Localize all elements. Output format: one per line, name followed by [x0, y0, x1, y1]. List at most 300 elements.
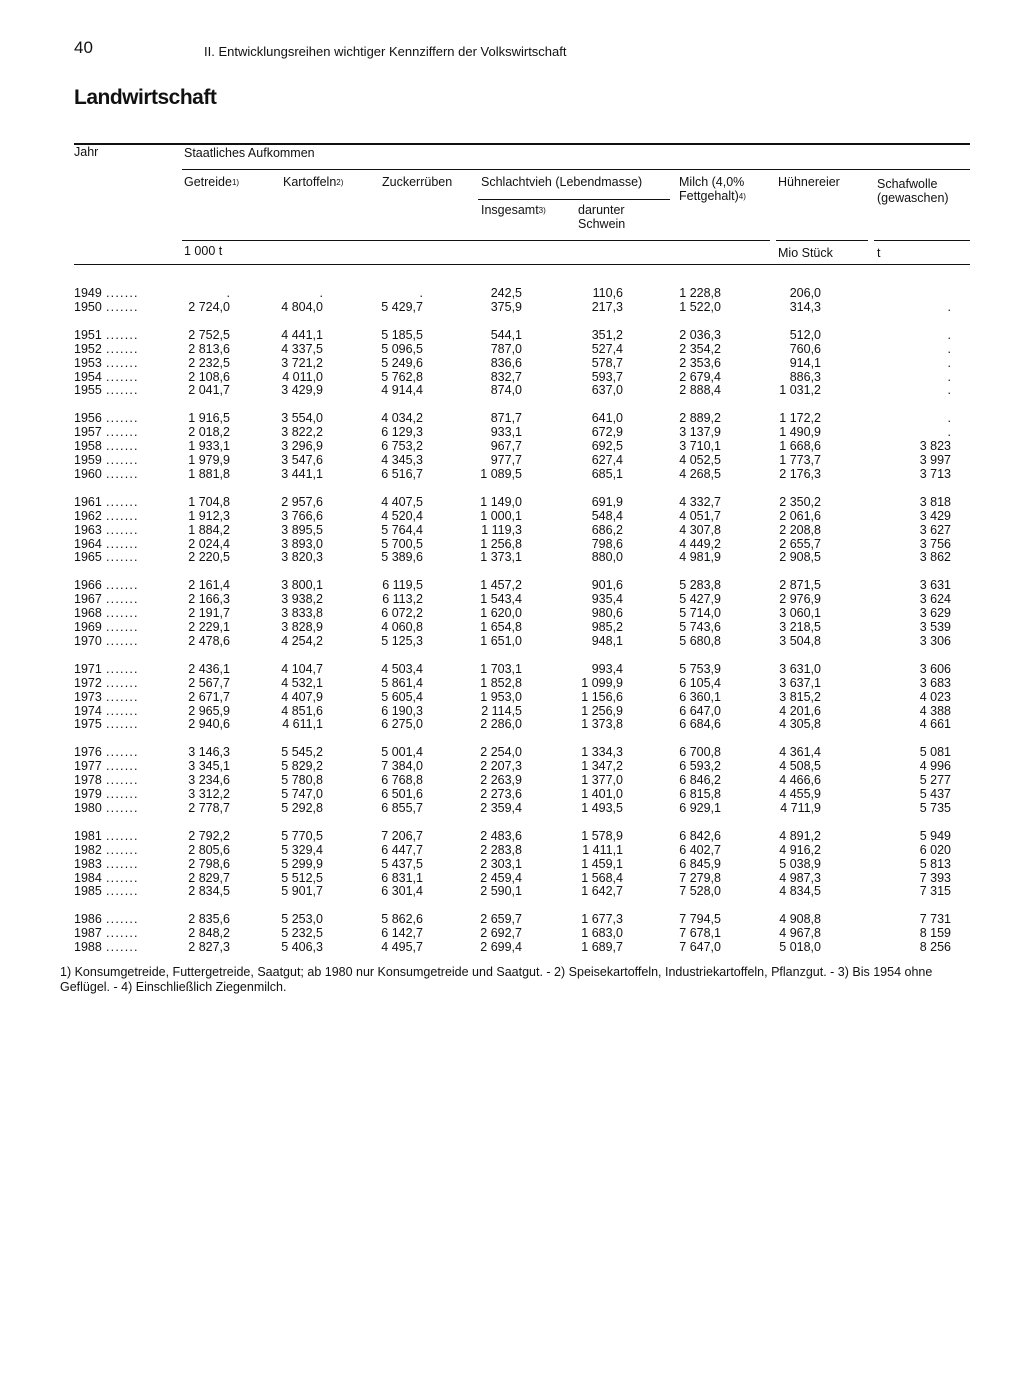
- leader-dots: .......: [106, 466, 139, 481]
- cell-kartoffeln: 3 429,9: [281, 383, 323, 398]
- cell-year: 1978: [74, 773, 102, 788]
- cell-year: 1969: [74, 620, 102, 634]
- cell-schwein: 1 642,7: [581, 884, 623, 899]
- cell-schafwolle: 3 823: [919, 439, 951, 454]
- cell-milch: 1 228,8: [679, 286, 721, 300]
- cell-eier: 4 967,8: [779, 926, 821, 941]
- cell-schafwolle: .: [947, 411, 951, 426]
- cell-schwein: 880,0: [591, 550, 623, 565]
- cell-kartoffeln: 3 893,0: [281, 536, 323, 551]
- table-row: [0, 467, 1024, 481]
- cell-kartoffeln: 3 721,2: [281, 355, 323, 370]
- cell-schwein: 1 683,0: [581, 926, 623, 941]
- table-row: [0, 662, 1024, 676]
- cell-eier: 3 631,0: [779, 661, 821, 676]
- table-row: [0, 717, 1024, 731]
- cell-zuckerrueben: 6 072,2: [381, 606, 423, 621]
- cell-getreide: 1 881,8: [188, 466, 230, 481]
- cell-kartoffeln: 5 329,4: [281, 842, 323, 857]
- cell-zuckerrueben: 5 862,6: [381, 912, 423, 927]
- table-row: [0, 523, 1024, 537]
- cell-getreide: 2 940,6: [188, 717, 230, 732]
- cell-eier: 4 711,9: [780, 800, 821, 815]
- cell-milch: 2 354,2: [679, 341, 721, 356]
- footnote: 1) Konsumgetreide, Futtergetreide, Saatgut; ab 1980 nur Konsumgetreide und Saatgut. - 2) Speisekartoffeln, Industriekartoffeln, Pflanzgut. - 3) Bis 1954 ohne Geflügel. - 4) Einschließlich Ziegenmilch.: [60, 965, 933, 994]
- cell-eier: 2 976,9: [779, 592, 821, 607]
- cell-milch: 5 753,9: [679, 661, 721, 676]
- cell-zuckerrueben: 6 768,8: [381, 773, 423, 788]
- cell-insgesamt: 375,9: [490, 299, 522, 314]
- cell-insgesamt: 2 459,4: [480, 870, 522, 885]
- cell-year: 1988: [74, 940, 102, 955]
- cell-schwein: 993,4: [591, 661, 623, 676]
- leader-dots: .......: [106, 522, 139, 537]
- cell-zuckerrueben: 6 447,7: [381, 842, 423, 857]
- table-row: [0, 690, 1024, 704]
- table-row: [0, 370, 1024, 384]
- cell-eier: 3 504,8: [779, 633, 821, 648]
- cell-eier: 1 172,2: [779, 411, 821, 426]
- cell-year: 1987: [74, 926, 102, 941]
- cell-schafwolle: 4 023: [919, 689, 951, 704]
- cell-schafwolle: 7 393: [919, 870, 951, 885]
- table-row: [0, 550, 1024, 564]
- cell-eier: 1 031,2: [779, 383, 821, 398]
- cell-milch: 6 402,7: [679, 842, 721, 857]
- cell-eier: 4 908,8: [779, 912, 821, 927]
- cell-insgesamt: 2 699,4: [480, 940, 522, 955]
- cell-milch: 5 714,0: [679, 606, 721, 621]
- cell-kartoffeln: 4 407,9: [281, 689, 323, 704]
- cell-getreide: 2 835,6: [188, 912, 230, 927]
- cell-year: 1966: [74, 578, 102, 593]
- cell-insgesamt: 2 263,9: [480, 773, 522, 788]
- cell-insgesamt: 1 654,8: [480, 620, 522, 634]
- cell-insgesamt: 2 659,7: [480, 912, 522, 927]
- cell-schwein: 901,6: [591, 578, 623, 593]
- cell-insgesamt: 2 273,6: [480, 787, 522, 801]
- cell-schwein: 1 401,0: [581, 787, 623, 801]
- cell-getreide: 2 041,7: [188, 383, 230, 398]
- cell-kartoffeln: 3 766,6: [281, 508, 323, 523]
- cell-kartoffeln: 4 337,5: [281, 341, 323, 356]
- footnote-ref-1: 1): [231, 178, 240, 187]
- cell-schafwolle: .: [947, 369, 951, 384]
- cell-zuckerrueben: 5 096,5: [381, 341, 423, 356]
- table-row: [0, 495, 1024, 509]
- header-kartoffeln: Kartoffeln$^{2)}$: [283, 175, 344, 189]
- leader-dots: .......: [106, 842, 139, 857]
- cell-year: 1975: [74, 717, 102, 732]
- cell-getreide: 3 234,6: [188, 773, 230, 788]
- cell-schafwolle: 5 813: [919, 856, 951, 871]
- cell-schwein: 1 568,4: [581, 870, 623, 885]
- cell-year: 1977: [74, 759, 102, 774]
- cell-insgesamt: 2 207,3: [480, 759, 522, 774]
- cell-year: 1970: [74, 633, 102, 648]
- cell-eier: 4 916,2: [779, 842, 821, 857]
- cell-milch: 3 137,9: [679, 425, 721, 440]
- cell-insgesamt: 2 286,0: [480, 717, 522, 732]
- cell-zuckerrueben: 6 831,1: [381, 870, 423, 885]
- cell-schwein: 1 377,0: [581, 773, 623, 788]
- unit-rule-1000t: [182, 240, 770, 241]
- cell-year: 1985: [74, 884, 102, 899]
- leader-dots: .......: [106, 550, 139, 565]
- cell-insgesamt: 1 373,1: [480, 550, 522, 565]
- cell-year: 1951: [74, 327, 102, 342]
- cell-kartoffeln: 3 822,2: [281, 425, 323, 440]
- leader-dots: .......: [106, 745, 139, 760]
- table-row: [0, 787, 1024, 801]
- cell-year: 1956: [74, 411, 102, 426]
- cell-schwein: 217,3: [591, 299, 623, 314]
- cell-milch: 1 522,0: [679, 299, 721, 314]
- cell-zuckerrueben: 7 206,7: [381, 828, 423, 843]
- cell-milch: 4 332,7: [679, 494, 721, 509]
- cell-milch: 6 360,1: [679, 689, 721, 704]
- leader-dots: .......: [106, 439, 139, 454]
- cell-insgesamt: 836,6: [490, 355, 522, 370]
- cell-milch: 2 888,4: [679, 383, 721, 398]
- cell-getreide: 2 229,1: [188, 620, 230, 634]
- cell-getreide: 2 778,7: [188, 800, 230, 815]
- cell-milch: 7 647,0: [679, 940, 721, 955]
- cell-schwein: 1 459,1: [581, 856, 623, 871]
- cell-getreide: 1 933,1: [188, 439, 230, 454]
- cell-year: 1972: [74, 675, 102, 690]
- cell-year: 1955: [74, 383, 102, 398]
- cell-kartoffeln: 3 833,8: [281, 606, 323, 621]
- unit-1000t: 1 000 t: [184, 244, 223, 258]
- cell-insgesamt: 1 620,0: [480, 606, 522, 621]
- cell-year: 1980: [74, 800, 102, 815]
- cell-kartoffeln: 5 780,8: [281, 773, 323, 788]
- cell-zuckerrueben: 5 861,4: [381, 675, 423, 690]
- leader-dots: .......: [106, 620, 139, 634]
- leader-dots: .......: [106, 800, 139, 815]
- cell-kartoffeln: 4 851,6: [281, 703, 323, 718]
- cell-zuckerrueben: 5 700,5: [381, 536, 423, 551]
- cell-schwein: 672,9: [591, 425, 623, 440]
- cell-schwein: 691,9: [591, 494, 623, 509]
- cell-milch: 6 647,0: [679, 703, 721, 718]
- cell-kartoffeln: 3 938,2: [281, 592, 323, 607]
- cell-year: 1959: [74, 453, 102, 467]
- leader-dots: .......: [106, 912, 139, 927]
- cell-eier: 2 350,2: [779, 494, 821, 509]
- cell-eier: 1 668,6: [779, 439, 821, 454]
- cell-getreide: 2 024,4: [188, 536, 230, 551]
- table-row: [0, 926, 1024, 940]
- cell-kartoffeln: 3 820,3: [281, 550, 323, 565]
- cell-kartoffeln: 4 611,1: [282, 717, 323, 732]
- cell-zuckerrueben: 5 185,5: [381, 327, 423, 342]
- cell-milch: 4 307,8: [679, 522, 721, 537]
- cell-kartoffeln: 3 800,1: [281, 578, 323, 593]
- cell-zuckerrueben: 5 764,4: [381, 522, 423, 537]
- cell-zuckerrueben: 6 301,4: [381, 884, 423, 899]
- cell-kartoffeln: 5 292,8: [281, 800, 323, 815]
- table-row: [0, 578, 1024, 592]
- cell-year: 1971: [74, 661, 102, 676]
- leader-dots: .......: [106, 327, 139, 342]
- leader-dots: .......: [106, 369, 139, 384]
- cell-milch: 7 794,5: [679, 912, 721, 927]
- cell-insgesamt: 2 303,1: [480, 856, 522, 871]
- cell-schwein: 593,7: [591, 369, 623, 384]
- cell-milch: 6 593,2: [679, 759, 721, 774]
- header-milch-fett: Fettgehalt)$^{4)}$: [679, 189, 746, 203]
- cell-getreide: 2 018,2: [188, 425, 230, 440]
- cell-schafwolle: 3 631: [919, 578, 951, 593]
- cell-milch: 6 846,2: [679, 773, 721, 788]
- cell-schwein: 980,6: [591, 606, 623, 621]
- header-group: Staatliches Aufkommen: [184, 146, 315, 160]
- cell-schwein: 548,4: [591, 508, 623, 523]
- cell-zuckerrueben: 4 034,2: [381, 411, 423, 426]
- cell-schwein: 1 256,9: [581, 703, 623, 718]
- cell-zuckerrueben: 6 129,3: [381, 425, 423, 440]
- page-number: 40: [74, 38, 93, 57]
- cell-insgesamt: 874,0: [490, 383, 522, 398]
- cell-insgesamt: 871,7: [490, 411, 522, 426]
- cell-kartoffeln: 5 406,3: [281, 940, 323, 955]
- cell-schwein: 935,4: [591, 592, 623, 607]
- table-row: [0, 912, 1024, 926]
- cell-kartoffeln: 3 547,6: [281, 453, 323, 467]
- cell-zuckerrueben: 5 249,6: [381, 355, 423, 370]
- cell-eier: 2 061,6: [779, 508, 821, 523]
- cell-schafwolle: 5 437: [919, 787, 951, 801]
- cell-schafwolle: 3 539: [919, 620, 951, 634]
- cell-getreide: 2 191,7: [188, 606, 230, 621]
- cell-zuckerrueben: 6 142,7: [381, 926, 423, 941]
- table-row: [0, 704, 1024, 718]
- cell-insgesamt: 2 114,5: [481, 703, 522, 718]
- leader-dots: .......: [106, 940, 139, 955]
- cell-milch: 4 268,5: [679, 466, 721, 481]
- cell-insgesamt: 1 000,1: [480, 508, 522, 523]
- group-rule: [182, 169, 970, 170]
- cell-getreide: 1 979,9: [188, 453, 230, 467]
- leader-dots: .......: [106, 425, 139, 440]
- cell-zuckerrueben: 6 516,7: [381, 466, 423, 481]
- cell-schafwolle: 8 159: [919, 926, 951, 941]
- leader-dots: .......: [106, 787, 139, 801]
- cell-zuckerrueben: 4 503,4: [381, 661, 423, 676]
- footnote-ref-3: 3): [538, 206, 546, 215]
- cell-year: 1981: [74, 828, 102, 843]
- cell-zuckerrueben: 5 125,3: [381, 633, 423, 648]
- leader-dots: .......: [106, 341, 139, 356]
- cell-kartoffeln: 3 828,9: [281, 620, 323, 634]
- cell-schafwolle: 6 020: [919, 842, 951, 857]
- cell-zuckerrueben: 6 119,5: [382, 578, 423, 593]
- cell-schafwolle: 8 256: [919, 940, 951, 955]
- cell-zuckerrueben: 4 914,4: [381, 383, 423, 398]
- cell-schwein: 685,1: [591, 466, 623, 481]
- cell-getreide: 2 108,6: [188, 369, 230, 384]
- footnote-ref-4: 4): [738, 192, 746, 201]
- cell-year: 1950: [74, 299, 102, 314]
- table-row: [0, 745, 1024, 759]
- cell-eier: 4 508,5: [779, 759, 821, 774]
- table-row: [0, 286, 1024, 300]
- table-row: [0, 509, 1024, 523]
- cell-kartoffeln: 4 254,2: [281, 633, 323, 648]
- cell-eier: 4 987,3: [779, 870, 821, 885]
- cell-schwein: 351,2: [591, 327, 623, 342]
- cell-getreide: 2 834,5: [188, 884, 230, 899]
- cell-zuckerrueben: 5 437,5: [381, 856, 423, 871]
- cell-schafwolle: 7 315: [919, 884, 951, 899]
- header-schlachtvieh: Schlachtvieh (Lebendmasse): [481, 175, 643, 189]
- cell-insgesamt: 832,7: [490, 369, 522, 384]
- cell-year: 1963: [74, 522, 102, 537]
- table-row: [0, 300, 1024, 314]
- table-row: [0, 940, 1024, 954]
- header-schafwolle-gewaschen: (gewaschen): [877, 191, 949, 205]
- table-row: [0, 425, 1024, 439]
- leader-dots: .......: [106, 717, 139, 732]
- cell-year: 1967: [74, 592, 102, 607]
- table-row: [0, 537, 1024, 551]
- header-zuckerrueben: Zuckerrüben: [382, 175, 453, 189]
- table-row: [0, 871, 1024, 885]
- cell-insgesamt: 242,5: [490, 286, 522, 300]
- cell-eier: 760,6: [789, 341, 821, 356]
- cell-eier: 1 490,9: [779, 425, 821, 440]
- cell-schafwolle: 3 606: [919, 661, 951, 676]
- cell-milch: 5 743,6: [679, 620, 721, 634]
- table-row: [0, 356, 1024, 370]
- cell-schafwolle: 3 818: [919, 494, 951, 509]
- cell-zuckerrueben: 5 429,7: [381, 299, 423, 314]
- cell-insgesamt: 1 852,8: [480, 675, 522, 690]
- cell-milch: 5 427,9: [679, 592, 721, 607]
- table-row: [0, 383, 1024, 397]
- cell-schwein: 110,6: [592, 286, 623, 300]
- cell-milch: 6 700,8: [679, 745, 721, 760]
- cell-eier: 4 201,6: [779, 703, 821, 718]
- leader-dots: .......: [106, 592, 139, 607]
- cell-schafwolle: 5 735: [919, 800, 951, 815]
- leader-dots: .......: [106, 411, 139, 426]
- cell-eier: 206,0: [789, 286, 821, 300]
- leader-dots: .......: [106, 773, 139, 788]
- table-row: [0, 411, 1024, 425]
- cell-milch: 5 283,8: [679, 578, 721, 593]
- cell-getreide: 2 478,6: [188, 633, 230, 648]
- cell-eier: 2 908,5: [779, 550, 821, 565]
- table-row: [0, 592, 1024, 606]
- cell-insgesamt: 544,1: [490, 327, 522, 342]
- table-row: [0, 801, 1024, 815]
- cell-eier: 3 060,1: [779, 606, 821, 621]
- cell-year: 1968: [74, 606, 102, 621]
- cell-zuckerrueben: 6 501,6: [381, 787, 423, 801]
- cell-milch: 6 842,6: [679, 828, 721, 843]
- cell-eier: 3 637,1: [779, 675, 821, 690]
- cell-eier: 4 361,4: [779, 745, 821, 760]
- cell-year: 1949: [74, 286, 102, 300]
- cell-eier: 3 815,2: [779, 689, 821, 704]
- cell-year: 1983: [74, 856, 102, 871]
- cell-year: 1960: [74, 466, 102, 481]
- leader-dots: .......: [106, 494, 139, 509]
- cell-getreide: 3 345,1: [188, 759, 230, 774]
- cell-schafwolle: 3 429: [919, 508, 951, 523]
- cell-schafwolle: .: [947, 355, 951, 370]
- cell-milch: 4 449,2: [679, 536, 721, 551]
- cell-schwein: 527,4: [591, 341, 623, 356]
- unit-t: t: [877, 246, 881, 260]
- cell-milch: 2 889,2: [679, 411, 721, 426]
- cell-milch: 2 353,6: [679, 355, 721, 370]
- cell-zuckerrueben: .: [419, 286, 423, 300]
- cell-year: 1953: [74, 355, 102, 370]
- cell-kartoffeln: 3 895,5: [281, 522, 323, 537]
- header-insgesamt: Insgesamt$^{3)}$: [481, 203, 546, 217]
- header-eier: Hühnereier: [778, 175, 840, 189]
- cell-year: 1958: [74, 439, 102, 454]
- cell-zuckerrueben: 6 275,0: [381, 717, 423, 732]
- table-row: [0, 453, 1024, 467]
- table-row: [0, 843, 1024, 857]
- cell-eier: 4 455,9: [779, 787, 821, 801]
- table-head-rule: [74, 264, 970, 265]
- cell-eier: 2 176,3: [779, 466, 821, 481]
- cell-getreide: 2 827,3: [188, 940, 230, 955]
- cell-kartoffeln: .: [319, 286, 323, 300]
- header-schwein: Schwein: [578, 217, 626, 231]
- cell-milch: 6 845,9: [679, 856, 721, 871]
- cell-getreide: 1 704,8: [188, 494, 230, 509]
- cell-insgesamt: 1 703,1: [480, 661, 522, 676]
- cell-schafwolle: 5 081: [919, 745, 951, 760]
- cell-schafwolle: 4 388: [919, 703, 951, 718]
- cell-eier: 314,3: [789, 299, 821, 314]
- cell-insgesamt: 2 483,6: [480, 828, 522, 843]
- cell-schafwolle: 3 756: [919, 536, 951, 551]
- cell-eier: 4 305,8: [779, 717, 821, 732]
- cell-year: 1964: [74, 536, 102, 551]
- cell-year: 1965: [74, 550, 102, 565]
- cell-insgesamt: 967,7: [490, 439, 522, 454]
- cell-schwein: 692,5: [591, 439, 623, 454]
- cell-schafwolle: .: [947, 425, 951, 440]
- cell-kartoffeln: 3 296,9: [281, 439, 323, 454]
- cell-year: 1986: [74, 912, 102, 927]
- cell-year: 1976: [74, 745, 102, 760]
- cell-eier: 2 655,7: [779, 536, 821, 551]
- cell-insgesamt: 787,0: [490, 341, 522, 356]
- cell-zuckerrueben: 5 001,4: [381, 745, 423, 760]
- cell-year: 1962: [74, 508, 102, 523]
- cell-schwein: 1 373,8: [581, 717, 623, 732]
- cell-schafwolle: .: [947, 341, 951, 356]
- leader-dots: .......: [106, 355, 139, 370]
- cell-schwein: 1 156,6: [581, 689, 623, 704]
- cell-year: 1954: [74, 369, 102, 384]
- table-row: [0, 829, 1024, 843]
- cell-schwein: 627,4: [591, 453, 623, 467]
- cell-eier: 5 038,9: [779, 856, 821, 871]
- cell-milch: 7 678,1: [679, 926, 721, 941]
- cell-insgesamt: 2 254,0: [480, 745, 522, 760]
- leader-dots: .......: [106, 675, 139, 690]
